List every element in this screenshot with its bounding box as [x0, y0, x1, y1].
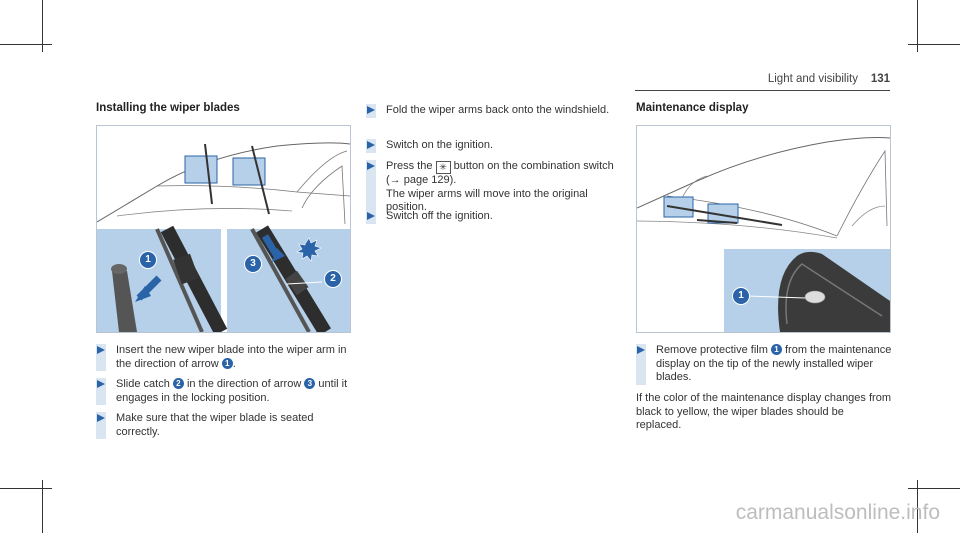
step-check-seated: Make sure that the wiper blade is seated correctly. — [96, 412, 356, 439]
ref-callout-1: 1 — [222, 358, 233, 369]
step-slide-catch: Slide catch 2 in the direction of arrow 3 until it engages in the locking position. — [96, 378, 356, 405]
step-arrow-icon — [97, 380, 105, 388]
replacement-note: If the color of the maintenance display changes from black to yellow, the wiper blades should be replaced. — [636, 392, 891, 431]
installing-figure — [96, 125, 351, 333]
link-arrow-icon: → — [389, 174, 401, 186]
section-title: Light and visibility — [767, 73, 858, 85]
step-press-button: Press the ✳ button on the combination switch (→ page 129). The wiper arms will move into the original position. — [366, 160, 616, 215]
crop-mark — [908, 44, 960, 45]
step-ignition-off: Switch off the ignition. — [366, 210, 616, 224]
crop-mark — [908, 488, 960, 489]
crop-mark — [0, 44, 52, 45]
ref-callout-3: 3 — [304, 378, 315, 389]
crop-mark — [42, 0, 43, 52]
callout-2: 2 — [324, 270, 342, 288]
wiper-button-icon: ✳ — [436, 161, 451, 174]
step-arrow-icon — [367, 106, 375, 114]
ref-callout-2: 2 — [173, 378, 184, 389]
header-rule — [635, 90, 890, 91]
crop-mark — [917, 0, 918, 52]
step-arrow-icon — [367, 162, 375, 170]
step-arrow-icon — [97, 414, 105, 422]
crop-mark — [42, 480, 43, 533]
watermark: carmanualsonline.info — [735, 501, 940, 524]
step-arrow-icon — [367, 141, 375, 149]
page-number: 131 — [870, 73, 890, 85]
callout-1: 1 — [732, 287, 750, 305]
callout-3: 3 — [244, 255, 262, 273]
step-arrow-icon — [367, 212, 375, 220]
step-ignition-on: Switch on the ignition. — [366, 139, 616, 153]
step-remove-film: Remove protective film 1 from the maintenance display on the tip of the newly installed wiper blades. — [636, 344, 896, 385]
installing-heading: Installing the wiper blades — [96, 102, 240, 114]
ref-callout-1: 1 — [771, 344, 782, 355]
maintenance-heading: Maintenance display — [636, 102, 749, 114]
callout-1: 1 — [139, 251, 157, 269]
page-reference[interactable]: page 129 — [403, 174, 450, 186]
step-arrow-icon — [97, 346, 105, 354]
step-fold-arms: Fold the wiper arms back onto the windshield. — [366, 104, 616, 118]
step-insert-blade: Insert the new wiper blade into the wiper arm in the direction of arrow 1 . — [96, 344, 356, 371]
step-arrow-icon — [637, 346, 645, 354]
crop-mark — [0, 488, 52, 489]
maintenance-figure — [636, 125, 891, 333]
